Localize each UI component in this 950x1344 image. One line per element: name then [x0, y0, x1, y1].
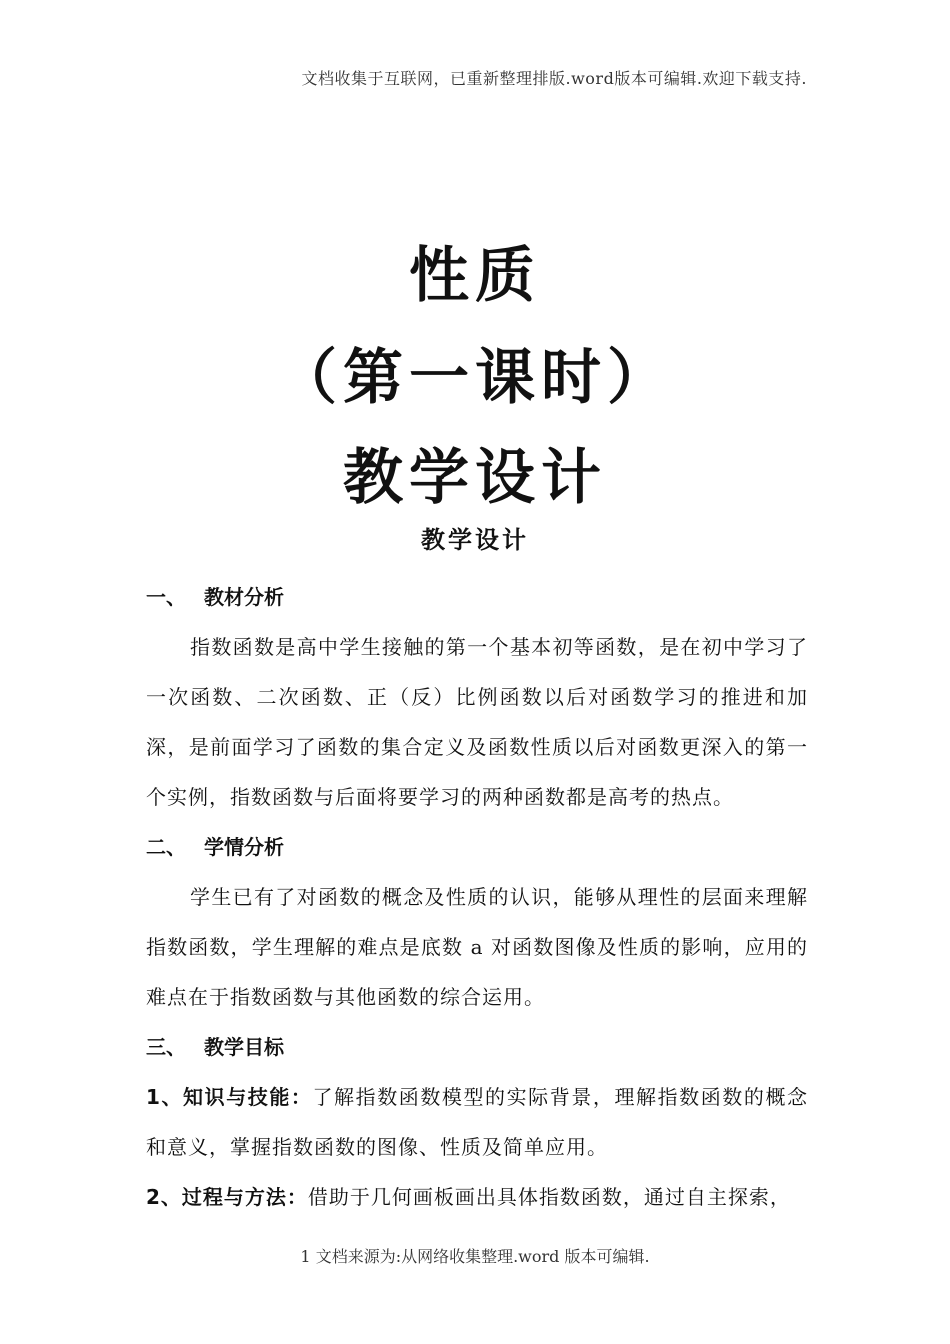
title-line-2: （第一课时）: [277, 343, 673, 413]
goal-text: 借助于几何画板画出具体指数函数，通过自主探索，: [307, 1185, 791, 1209]
section-title: 教材分析: [204, 585, 284, 609]
section-title: 教学目标: [204, 1035, 284, 1059]
goal-item: [146, 1072, 808, 1172]
goal-label: 2、过程与方法：: [146, 1185, 308, 1209]
section-paragraph: 学生已有了对函数的概念及性质的认识，能够从理性的层面来理解指数函数，学生理解的难点是底数 a 对函数图像及性质的影响，应用的难点在于指数函数与其他函数的综合运用。: [146, 885, 808, 1009]
footer-note: 1 文档来源为:从网络收集整理.word 版本可编辑.: [300, 1247, 650, 1266]
goal-label: 1、知识与技能：: [146, 1085, 313, 1109]
section-title: 学情分析: [204, 835, 284, 859]
section-heading: [146, 1022, 808, 1072]
title-line-3: 教学设计: [343, 443, 607, 513]
section-number: 三、: [146, 1035, 186, 1059]
header-note: 文档收集于互联网，已重新整理排版.word版本可编辑.欢迎下载支持.: [301, 69, 807, 88]
section-paragraph: 指数函数是高中学生接触的第一个基本初等函数，是在初中学习了一次函数、二次函数、正（反）比例函数以后对函数学习的推进和加深，是前面学习了函数的集合定义及函数性质以后对函数更深入的第一个实例，指数函数与后面将要学习的两种函数都是高考的热点。: [146, 635, 808, 809]
goal-item: [146, 1172, 808, 1222]
section-number: 二、: [146, 835, 186, 859]
subtitle: 教学设计: [421, 526, 529, 554]
title-line-1: 性质: [409, 241, 541, 311]
document-body: [146, 572, 808, 1222]
section-heading: [146, 572, 808, 622]
section-number: 一、: [146, 585, 186, 609]
goal-text: 了解指数函数模型的实际背景，理解指数函数的概念和意义，掌握指数函数的图像、性质及简单应用。: [146, 1085, 809, 1159]
section-heading: [146, 822, 808, 872]
